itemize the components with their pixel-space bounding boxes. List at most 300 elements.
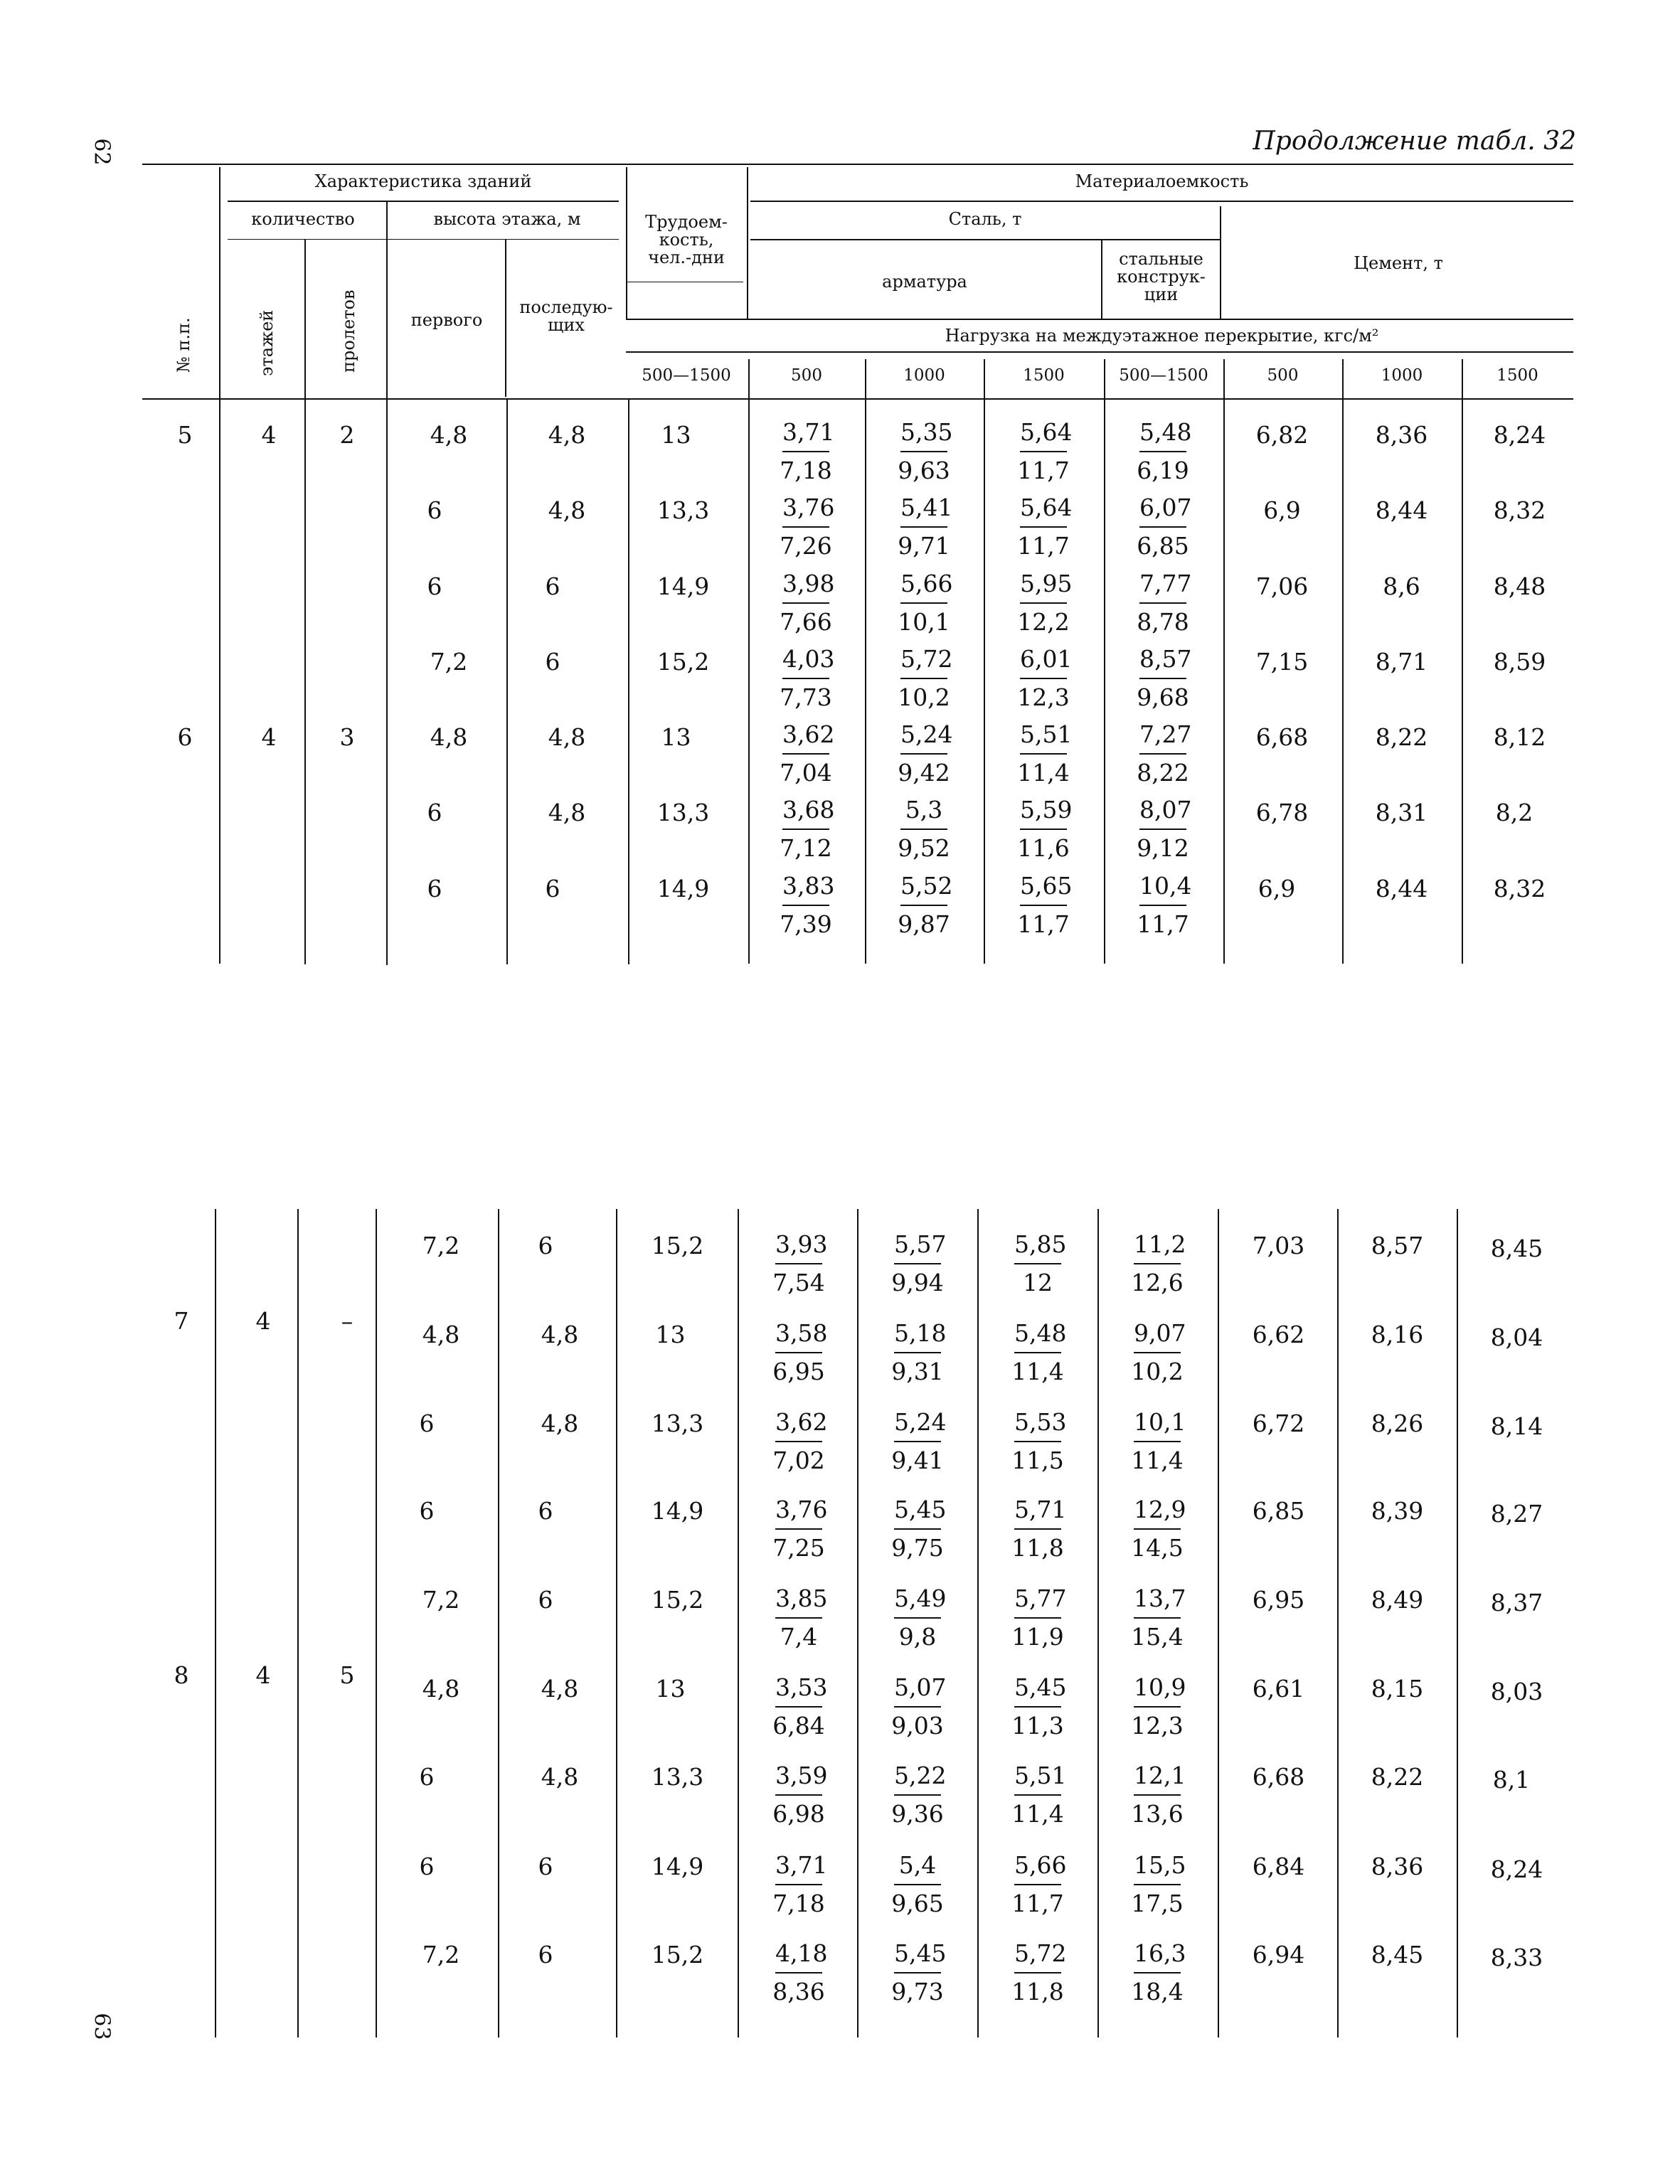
numerator: 13,7 bbox=[1134, 1584, 1181, 1619]
numerator: 3,76 bbox=[775, 1496, 822, 1530]
numerator: 5,77 bbox=[1014, 1584, 1061, 1619]
numerator: 8,07 bbox=[1139, 796, 1186, 830]
numerator: 6,07 bbox=[1139, 494, 1186, 528]
header-labor-line3: чел.-дни bbox=[648, 247, 725, 267]
cement-1500: 8,27 bbox=[1490, 1500, 1543, 1528]
numerator: 3,68 bbox=[782, 796, 829, 830]
denominator: 6,98 bbox=[772, 1800, 825, 1828]
first-floor-height: 4,8 bbox=[422, 1321, 460, 1348]
next-floor-height: 4,8 bbox=[541, 1675, 579, 1703]
numerator: 5,45 bbox=[894, 1496, 941, 1530]
numerator: 11,2 bbox=[1134, 1230, 1181, 1264]
denominator: 9,31 bbox=[891, 1358, 944, 1385]
rebar-1500 bbox=[1006, 1939, 1070, 2006]
rebar-500 bbox=[774, 645, 838, 712]
load-col-cement-1000: 1000 bbox=[1381, 366, 1423, 385]
labor: 13 bbox=[661, 723, 691, 751]
denominator: 18,4 bbox=[1131, 1978, 1184, 2005]
header-steel-structures-line3: ции bbox=[1144, 284, 1179, 304]
denominator: 12,3 bbox=[1017, 683, 1070, 711]
denominator: 9,36 bbox=[891, 1800, 944, 1828]
steel-structures bbox=[1125, 1673, 1189, 1740]
cement-500: 6,95 bbox=[1252, 1586, 1305, 1614]
numerator: 5,51 bbox=[1014, 1762, 1061, 1796]
first-floor-height: 4,8 bbox=[422, 1675, 460, 1703]
numerator: 10,1 bbox=[1134, 1408, 1181, 1442]
denominator: 7,73 bbox=[780, 683, 832, 711]
load-col-labor: 500—1500 bbox=[642, 366, 731, 385]
denominator: 6,95 bbox=[772, 1358, 825, 1385]
denominator: 7,18 bbox=[772, 1890, 825, 1917]
numerator: 5,72 bbox=[900, 645, 947, 679]
header-labor-line1: Трудоем- bbox=[645, 212, 728, 232]
steel-structures bbox=[1125, 1939, 1189, 2006]
cement-1000: 8,57 bbox=[1371, 1232, 1424, 1259]
numerator: 5,4 bbox=[894, 1851, 941, 1885]
cement-500: 6,85 bbox=[1252, 1497, 1305, 1525]
denominator: 7,39 bbox=[780, 910, 832, 938]
header-floors: этажей bbox=[257, 309, 277, 376]
cement-500: 6,82 bbox=[1255, 421, 1309, 449]
numerator: 4,18 bbox=[775, 1939, 822, 1973]
rebar-1000 bbox=[892, 796, 956, 863]
rebar-500 bbox=[767, 1319, 831, 1386]
denominator: 7,66 bbox=[780, 608, 832, 636]
rebar-1000 bbox=[886, 1584, 950, 1651]
denominator: 15,4 bbox=[1131, 1623, 1184, 1651]
denominator: 9,41 bbox=[891, 1447, 944, 1474]
rebar-500 bbox=[774, 872, 838, 939]
rebar-1000 bbox=[886, 1408, 950, 1475]
numerator: 6,01 bbox=[1020, 645, 1067, 679]
cement-1000: 8,45 bbox=[1371, 1941, 1424, 1969]
numerator: 5,24 bbox=[894, 1408, 941, 1442]
denominator: 9,03 bbox=[891, 1712, 944, 1740]
cement-1500: 8,45 bbox=[1490, 1235, 1543, 1262]
numerator: 3,53 bbox=[775, 1673, 822, 1708]
rebar-1000 bbox=[886, 1319, 950, 1386]
numerator: 5,66 bbox=[900, 570, 947, 604]
rebar-500 bbox=[767, 1851, 831, 1918]
rebar-1000 bbox=[886, 1673, 950, 1740]
header-row-number: № п.п. bbox=[174, 317, 193, 373]
first-floor-height: 7,2 bbox=[422, 1941, 460, 1969]
first-floor-height: 6 bbox=[419, 1853, 435, 1880]
denominator: 11,4 bbox=[1011, 1800, 1064, 1828]
denominator: 6,84 bbox=[772, 1712, 825, 1740]
numerator: 5,65 bbox=[1020, 872, 1067, 906]
cement-1500: 8,24 bbox=[1490, 1855, 1543, 1883]
rebar-1500 bbox=[1011, 418, 1075, 485]
rebar-1500 bbox=[1006, 1496, 1070, 1562]
denominator: 6,19 bbox=[1137, 457, 1189, 484]
cement-1000: 8,6 bbox=[1383, 572, 1420, 600]
group-number: 5 bbox=[177, 421, 193, 449]
cement-1500: 8,24 bbox=[1493, 421, 1546, 449]
first-floor-height: 4,8 bbox=[430, 421, 468, 449]
steel-structures bbox=[1125, 1408, 1189, 1475]
load-col-rebar-1000: 1000 bbox=[903, 366, 945, 385]
denominator: 8,22 bbox=[1137, 759, 1189, 787]
first-floor-height: 6 bbox=[427, 799, 442, 826]
next-floor-height: 6 bbox=[545, 572, 560, 600]
denominator: 7,25 bbox=[772, 1534, 825, 1562]
cement-1500: 8,2 bbox=[1495, 799, 1533, 826]
cement-1000: 8,44 bbox=[1375, 496, 1428, 524]
header-load: Нагрузка на междуэтажное перекрытие, кгс/м² bbox=[945, 326, 1379, 346]
denominator: 12,3 bbox=[1131, 1712, 1184, 1740]
load-col-steel-struct: 500—1500 bbox=[1119, 366, 1208, 385]
load-col-cement-500: 500 bbox=[1267, 366, 1299, 385]
numerator: 3,62 bbox=[782, 720, 829, 755]
denominator: 12,2 bbox=[1017, 608, 1070, 636]
numerator: 3,93 bbox=[775, 1230, 822, 1264]
steel-structures bbox=[1125, 1762, 1189, 1828]
numerator: 5,71 bbox=[1014, 1496, 1061, 1530]
next-floor-height: 4,8 bbox=[548, 421, 586, 449]
numerator: 5,85 bbox=[1014, 1230, 1061, 1264]
load-col-rebar-500: 500 bbox=[791, 366, 822, 385]
next-floor-height: 6 bbox=[538, 1853, 553, 1880]
rebar-1000 bbox=[886, 1496, 950, 1562]
denominator: 9,42 bbox=[898, 759, 950, 787]
numerator: 5,64 bbox=[1020, 494, 1067, 528]
first-floor-height: 6 bbox=[427, 875, 442, 902]
cement-500: 7,15 bbox=[1255, 648, 1309, 676]
numerator: 3,71 bbox=[775, 1851, 822, 1885]
cement-1000: 8,31 bbox=[1375, 799, 1428, 826]
table-caption: Продолжение табл. 32 bbox=[1253, 127, 1576, 156]
numerator: 5,59 bbox=[1020, 796, 1067, 830]
numerator: 10,4 bbox=[1139, 872, 1186, 906]
steel-structures bbox=[1125, 1319, 1189, 1386]
header-subsequent bbox=[506, 299, 626, 334]
cement-1000: 8,36 bbox=[1371, 1853, 1424, 1880]
cement-500: 6,62 bbox=[1252, 1321, 1305, 1348]
first-floor-height: 7,2 bbox=[430, 648, 468, 676]
numerator: 3,58 bbox=[775, 1319, 822, 1353]
rebar-500 bbox=[767, 1584, 831, 1651]
denominator: 10,1 bbox=[898, 608, 950, 636]
denominator: 13,6 bbox=[1131, 1800, 1184, 1828]
denominator: 11,8 bbox=[1011, 1534, 1064, 1562]
steel-structures bbox=[1125, 1851, 1189, 1918]
denominator: 11,7 bbox=[1137, 910, 1189, 938]
first-floor-height: 6 bbox=[427, 572, 442, 600]
denominator: 9,8 bbox=[898, 1623, 937, 1651]
header-steel-structures-line2: конструк- bbox=[1117, 267, 1206, 287]
denominator: 9,87 bbox=[898, 910, 950, 938]
cement-1000: 8,26 bbox=[1371, 1410, 1424, 1437]
numerator: 5,66 bbox=[1014, 1851, 1061, 1885]
numerator: 5,41 bbox=[900, 494, 947, 528]
numerator: 3,71 bbox=[782, 418, 829, 452]
rebar-1500 bbox=[1011, 645, 1075, 712]
numerator: 7,77 bbox=[1139, 570, 1186, 604]
next-floor-height: 4,8 bbox=[548, 723, 586, 751]
numerator: 5,07 bbox=[894, 1673, 941, 1708]
denominator: 11,4 bbox=[1017, 759, 1070, 787]
denominator: 7,54 bbox=[772, 1269, 825, 1296]
denominator: 11,8 bbox=[1011, 1978, 1064, 2005]
next-floor-height: 6 bbox=[545, 648, 560, 676]
steel-structures bbox=[1131, 494, 1195, 560]
first-floor-height: 6 bbox=[419, 1763, 435, 1791]
rebar-500 bbox=[767, 1230, 831, 1297]
cement-500: 6,61 bbox=[1252, 1675, 1305, 1703]
cement-1500: 8,48 bbox=[1493, 572, 1546, 600]
numerator: 5,48 bbox=[1014, 1319, 1061, 1353]
steel-structures bbox=[1131, 418, 1195, 485]
first-floor-height: 7,2 bbox=[422, 1232, 460, 1259]
rebar-1000 bbox=[892, 570, 956, 636]
header-steel: Сталь, т bbox=[948, 209, 1022, 229]
labor: 14,9 bbox=[651, 1497, 704, 1525]
labor: 14,9 bbox=[651, 1853, 704, 1880]
rebar-500 bbox=[767, 1762, 831, 1828]
denominator: 9,75 bbox=[891, 1534, 944, 1562]
denominator: 11,5 bbox=[1011, 1447, 1064, 1474]
denominator: 9,73 bbox=[891, 1978, 944, 2005]
cement-500: 6,9 bbox=[1258, 875, 1296, 902]
labor: 14,9 bbox=[656, 572, 710, 600]
denominator: 6,85 bbox=[1137, 532, 1189, 560]
next-floor-height: 4,8 bbox=[548, 799, 586, 826]
cement-1000: 8,22 bbox=[1371, 1763, 1424, 1791]
group-spans: – bbox=[341, 1307, 353, 1335]
numerator: 8,57 bbox=[1139, 645, 1186, 679]
rebar-500 bbox=[767, 1673, 831, 1740]
denominator: 11,3 bbox=[1011, 1712, 1064, 1740]
numerator: 5,22 bbox=[894, 1762, 941, 1796]
denominator: 9,63 bbox=[898, 457, 950, 484]
group-floors: 4 bbox=[255, 1661, 271, 1689]
cement-1000: 8,15 bbox=[1371, 1675, 1424, 1703]
labor: 13 bbox=[661, 421, 691, 449]
page-number-bottom: 63 bbox=[89, 2013, 115, 2040]
header-spans: пролетов bbox=[339, 289, 358, 373]
numerator: 12,1 bbox=[1134, 1762, 1181, 1796]
denominator: 8,78 bbox=[1137, 608, 1189, 636]
denominator: 11,6 bbox=[1017, 834, 1070, 862]
numerator: 10,9 bbox=[1134, 1673, 1181, 1708]
numerator: 12,9 bbox=[1134, 1496, 1181, 1530]
group-spans: 5 bbox=[339, 1661, 355, 1689]
numerator: 7,27 bbox=[1139, 720, 1186, 755]
denominator: 17,5 bbox=[1131, 1890, 1184, 1917]
header-steel-structures bbox=[1102, 250, 1220, 304]
labor: 13 bbox=[655, 1675, 686, 1703]
cement-1500: 8,1 bbox=[1492, 1766, 1531, 1794]
labor: 15,2 bbox=[651, 1232, 704, 1259]
header-quantity: количество bbox=[251, 209, 355, 229]
denominator: 11,7 bbox=[1011, 1890, 1064, 1917]
numerator: 5,53 bbox=[1014, 1408, 1061, 1442]
steel-structures bbox=[1131, 872, 1195, 939]
numerator: 3,85 bbox=[775, 1584, 822, 1619]
denominator: 12 bbox=[1023, 1269, 1053, 1296]
rebar-1000 bbox=[886, 1230, 950, 1297]
rebar-1500 bbox=[1011, 570, 1075, 636]
rebar-500 bbox=[774, 494, 838, 560]
next-floor-height: 6 bbox=[538, 1941, 553, 1969]
labor: 15,2 bbox=[651, 1586, 704, 1614]
next-floor-height: 6 bbox=[538, 1497, 553, 1525]
numerator: 9,07 bbox=[1134, 1319, 1181, 1353]
next-floor-height: 4,8 bbox=[541, 1410, 579, 1437]
first-floor-height: 6 bbox=[427, 496, 442, 524]
rebar-1500 bbox=[1011, 720, 1075, 787]
cement-1500: 8,33 bbox=[1490, 1944, 1543, 1971]
rebar-500 bbox=[767, 1939, 831, 2006]
group-floors: 4 bbox=[255, 1307, 271, 1335]
numerator: 3,83 bbox=[782, 872, 829, 906]
group-floors: 4 bbox=[261, 723, 277, 751]
cement-500: 7,06 bbox=[1255, 572, 1309, 600]
denominator: 8,36 bbox=[772, 1978, 825, 2005]
rebar-1500 bbox=[1006, 1762, 1070, 1828]
steel-structures bbox=[1125, 1230, 1189, 1297]
cement-1500: 8,37 bbox=[1490, 1589, 1543, 1616]
steel-structures bbox=[1125, 1496, 1189, 1562]
rebar-1500 bbox=[1006, 1851, 1070, 1918]
labor: 15,2 bbox=[651, 1941, 704, 1969]
cement-500: 6,68 bbox=[1252, 1763, 1305, 1791]
page-number-top: 62 bbox=[89, 138, 115, 166]
denominator: 11,4 bbox=[1011, 1358, 1064, 1385]
cement-500: 6,72 bbox=[1252, 1410, 1305, 1437]
next-floor-height: 4,8 bbox=[548, 496, 586, 524]
header-cement: Цемент, т bbox=[1354, 253, 1443, 273]
denominator: 11,7 bbox=[1017, 457, 1070, 484]
numerator: 5,24 bbox=[900, 720, 947, 755]
cement-1000: 8,44 bbox=[1375, 875, 1428, 902]
rebar-1500 bbox=[1011, 796, 1075, 863]
group-spans: 2 bbox=[339, 421, 355, 449]
rebar-1000 bbox=[886, 1762, 950, 1828]
header-labor bbox=[627, 213, 745, 267]
numerator: 4,03 bbox=[782, 645, 829, 679]
header-characteristics: Характеристика зданий bbox=[314, 171, 532, 191]
denominator: 10,2 bbox=[1131, 1358, 1184, 1385]
numerator: 15,5 bbox=[1134, 1851, 1181, 1885]
cement-1500: 8,12 bbox=[1493, 723, 1546, 751]
cement-1500: 8,32 bbox=[1493, 496, 1546, 524]
steel-structures bbox=[1131, 796, 1195, 863]
labor: 13,3 bbox=[656, 496, 710, 524]
cement-1000: 8,49 bbox=[1371, 1586, 1424, 1614]
cement-1000: 8,36 bbox=[1375, 421, 1428, 449]
numerator: 5,51 bbox=[1020, 720, 1067, 755]
labor: 13,3 bbox=[651, 1410, 704, 1437]
first-floor-height: 6 bbox=[419, 1410, 435, 1437]
numerator: 5,3 bbox=[900, 796, 947, 830]
numerator: 3,76 bbox=[782, 494, 829, 528]
rebar-500 bbox=[774, 720, 838, 787]
cement-1500: 8,14 bbox=[1490, 1412, 1543, 1440]
rebar-1000 bbox=[892, 872, 956, 939]
rebar-1500 bbox=[1006, 1230, 1070, 1297]
rebar-500 bbox=[767, 1408, 831, 1475]
denominator: 9,12 bbox=[1137, 834, 1189, 862]
group-number: 7 bbox=[174, 1307, 189, 1335]
numerator: 5,52 bbox=[900, 872, 947, 906]
denominator: 9,71 bbox=[898, 532, 950, 560]
rebar-1500 bbox=[1011, 494, 1075, 560]
steel-structures bbox=[1131, 570, 1195, 636]
cement-1500: 8,59 bbox=[1493, 648, 1546, 676]
group-number: 6 bbox=[177, 723, 193, 751]
steel-structures bbox=[1131, 720, 1195, 787]
denominator: 7,4 bbox=[780, 1623, 818, 1651]
denominator: 14,5 bbox=[1131, 1534, 1184, 1562]
load-col-rebar-1500: 1500 bbox=[1023, 366, 1065, 385]
denominator: 10,2 bbox=[898, 683, 950, 711]
cement-500: 6,9 bbox=[1263, 496, 1301, 524]
rebar-500 bbox=[774, 796, 838, 863]
rebar-1500 bbox=[1006, 1673, 1070, 1740]
numerator: 3,59 bbox=[775, 1762, 822, 1796]
steel-structures bbox=[1131, 645, 1195, 712]
cement-1000: 8,71 bbox=[1375, 648, 1428, 676]
numerator: 5,64 bbox=[1020, 418, 1067, 452]
header-first: первого bbox=[410, 310, 483, 330]
numerator: 5,45 bbox=[894, 1939, 941, 1973]
denominator: 11,7 bbox=[1017, 910, 1070, 938]
numerator: 5,57 bbox=[894, 1230, 941, 1264]
denominator: 11,9 bbox=[1011, 1623, 1064, 1651]
numerator: 5,18 bbox=[894, 1319, 941, 1353]
numerator: 5,48 bbox=[1139, 418, 1186, 452]
numerator: 3,98 bbox=[782, 570, 829, 604]
cement-1000: 8,39 bbox=[1371, 1497, 1424, 1525]
next-floor-height: 6 bbox=[545, 875, 560, 902]
first-floor-height: 6 bbox=[419, 1497, 435, 1525]
group-spans: 3 bbox=[339, 723, 355, 751]
cement-500: 6,94 bbox=[1252, 1941, 1305, 1969]
header-labor-line2: кость, bbox=[659, 230, 714, 250]
denominator: 12,6 bbox=[1131, 1269, 1184, 1296]
header-subsequent-line1: последую- bbox=[519, 297, 613, 317]
denominator: 9,52 bbox=[898, 834, 950, 862]
next-floor-height: 6 bbox=[538, 1232, 553, 1259]
rebar-1000 bbox=[892, 418, 956, 485]
rebar-1500 bbox=[1006, 1408, 1070, 1475]
rebar-500 bbox=[774, 418, 838, 485]
denominator: 7,18 bbox=[780, 457, 832, 484]
first-floor-height: 4,8 bbox=[430, 723, 468, 751]
denominator: 7,26 bbox=[780, 532, 832, 560]
next-floor-height: 4,8 bbox=[541, 1321, 579, 1348]
cement-500: 6,84 bbox=[1252, 1853, 1305, 1880]
numerator: 3,62 bbox=[775, 1408, 822, 1442]
cement-500: 6,78 bbox=[1255, 799, 1309, 826]
rebar-1500 bbox=[1011, 872, 1075, 939]
group-floors: 4 bbox=[261, 421, 277, 449]
numerator: 5,35 bbox=[900, 418, 947, 452]
cement-500: 7,03 bbox=[1252, 1232, 1305, 1259]
rebar-500 bbox=[774, 570, 838, 636]
first-floor-height: 7,2 bbox=[422, 1586, 460, 1614]
load-col-cement-1500: 1500 bbox=[1496, 366, 1538, 385]
labor: 13,3 bbox=[651, 1763, 704, 1791]
numerator: 5,49 bbox=[894, 1584, 941, 1619]
denominator: 9,65 bbox=[891, 1890, 944, 1917]
next-floor-height: 4,8 bbox=[541, 1763, 579, 1791]
labor: 13 bbox=[655, 1321, 686, 1348]
labor: 15,2 bbox=[656, 648, 710, 676]
header-material: Материалоемкость bbox=[1075, 171, 1249, 191]
